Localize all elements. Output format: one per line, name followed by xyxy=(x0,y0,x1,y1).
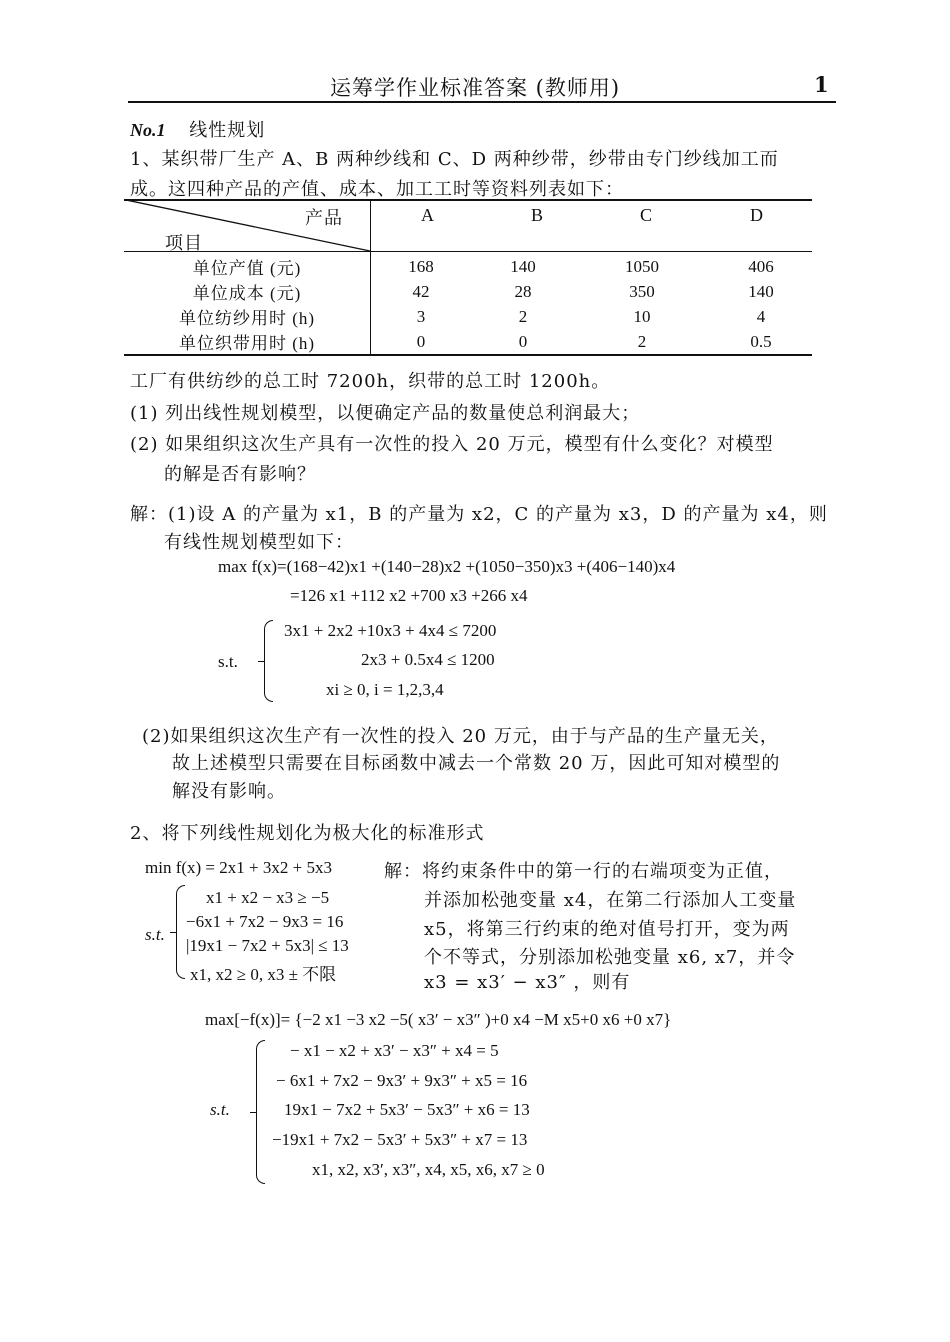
table-cell: 42 xyxy=(412,281,430,301)
section-heading xyxy=(130,116,265,142)
table-cell: 28 xyxy=(514,281,532,301)
p2-solution-line1: 解：将约束条件中的第一行的右端项变为正值， xyxy=(384,861,783,882)
table-row xyxy=(124,304,812,329)
table-cell: 0 xyxy=(518,331,528,351)
constraint-brace-2 xyxy=(176,885,185,979)
p2-solution-line5: x3 = x3′ − x3″ ，则有 xyxy=(424,972,631,993)
constraint-2: 2x3 + 0.5x4 ≤ 1200 xyxy=(361,650,495,669)
constraint-1: 3x1 + 2x2 +10x3 + 4x4 ≤ 7200 xyxy=(284,621,497,640)
question-2-line1: (2) 如果组织这次生产具有一次性的投入 20 万元，模型有什么变化？对模型 xyxy=(130,434,774,455)
table-row xyxy=(124,254,812,279)
table-cell: 140 xyxy=(748,281,774,301)
row-label: 单位产值 (元) xyxy=(192,259,302,278)
section-number: No.1 xyxy=(130,120,166,140)
table-cell: 4 xyxy=(756,306,766,326)
constraint-brace-3 xyxy=(256,1040,265,1184)
table-row xyxy=(124,329,812,354)
p2-constraint-1: x1 + x2 − x3 ≥ −5 xyxy=(206,888,330,907)
p2-solution-line3: x5，将第三行约束的绝对值号打开，变为两 xyxy=(424,919,790,940)
constraint-3: xi ≥ 0, i = 1,2,3,4 xyxy=(326,680,444,699)
row-label: 单位成本 (元) xyxy=(192,284,302,303)
table-row xyxy=(124,279,812,304)
objective-line2: =126 x1 +112 x2 +700 x3 +266 x4 xyxy=(290,586,528,605)
st-label-1: s.t. xyxy=(218,652,238,671)
p2-constraint-4: x1, x2 ≥ 0, x3 ± 不限 xyxy=(190,965,337,984)
table-col-a: A xyxy=(421,205,434,225)
p2-constraint-2: −6x1 + 7x2 − 9x3 = 16 xyxy=(186,912,344,931)
table-col-b: B xyxy=(531,205,544,225)
table-cell: 0.5 xyxy=(750,331,772,351)
p2-constraint-3: |19x1 − 7x2 + 5x3| ≤ 13 xyxy=(186,936,349,955)
table-corner-item: 项目 xyxy=(165,233,203,254)
row-label: 单位纺纱用时 (h) xyxy=(178,309,316,328)
table-corner-product: 产品 xyxy=(305,208,343,229)
std-constraint-5: x1, x2, x3′, x3″, x4, x5, x6, x7 ≥ 0 xyxy=(312,1160,545,1179)
std-constraint-4: −19x1 + 7x2 − 5x3′ + 5x3″ + x7 = 13 xyxy=(272,1130,528,1149)
problem1-line1: 1、某织带厂生产 A、B 两种纱线和 C、D 两种纱带，纱带由专门纱线加工而 xyxy=(130,149,779,170)
p2-solution-line4: 个不等式，分别添加松弛变量 x6, x7，并令 xyxy=(424,947,796,968)
table-bottom-rule xyxy=(124,354,812,356)
table-cell: 140 xyxy=(510,256,536,276)
std-constraint-1: − x1 − x2 + x3′ − x3″ + x4 = 5 xyxy=(290,1041,499,1060)
objective-line1: max f(x)=(168−42)x1 +(140−28)x2 +(1050−350)x3 +(406−140)x4 xyxy=(218,557,676,576)
table-col-c: C xyxy=(640,205,653,225)
std-constraint-2: − 6x1 + 7x2 − 9x3′ + 9x3″ + x5 = 16 xyxy=(276,1071,528,1090)
st-label-3: s.t. xyxy=(210,1100,230,1119)
problem2-title: 2、将下列线性规划化为极大化的标准形式 xyxy=(130,823,485,844)
product-data-table xyxy=(124,254,812,354)
solution2-line1: (2)如果组织这次生产有一次性的投入 20 万元，由于与产品的生产量无关， xyxy=(142,726,779,747)
table-cell: 350 xyxy=(629,281,655,301)
total-hours-text: 工厂有供纺纱的总工时 7200h，织带的总工时 1200h。 xyxy=(130,371,611,392)
header-rule xyxy=(128,101,836,103)
st-label-2: s.t. xyxy=(145,925,165,944)
max-objective: max[−f(x)]= {−2 x1 −3 x2 −5( x3′ − x3″ )+0 x4 −M x5+0 x6 +0 x7} xyxy=(205,1010,672,1029)
constraint-brace-1 xyxy=(264,620,273,702)
solution1-line1: 解：(1)设 A 的产量为 x1，B 的产量为 x2，C 的产量为 x3，D 的产量为 x4，则 xyxy=(130,504,828,525)
table-cell: 3 xyxy=(416,306,426,326)
table-cell: 2 xyxy=(637,331,647,351)
page-header-title: 运筹学作业标准答案 (教师用) xyxy=(330,76,621,100)
problem2-objective: min f(x) = 2x1 + 3x2 + 5x3 xyxy=(145,858,332,877)
solution2-line3: 解没有影响。 xyxy=(172,781,286,802)
row-label: 单位织带用时 (h) xyxy=(178,334,316,353)
table-cell: 1050 xyxy=(625,256,659,276)
table-cell: 0 xyxy=(416,331,426,351)
table-cell: 10 xyxy=(633,306,651,326)
problem1-line2: 成。这四种产品的产值、成本、加工工时等资料列表如下： xyxy=(130,179,624,200)
section-title: 线性规划 xyxy=(189,120,266,141)
question-1: (1) 列出线性规划模型，以便确定产品的数量使总利润最大； xyxy=(130,403,641,424)
solution2-line2: 故上述模型只需要在目标函数中减去一个常数 20 万，因此可知对模型的 xyxy=(172,753,781,774)
table-cell: 2 xyxy=(518,306,528,326)
question-2-line2: 的解是否有影响？ xyxy=(164,464,316,485)
table-cell: 168 xyxy=(408,256,434,276)
table-col-d: D xyxy=(750,205,763,225)
solution1-line2: 有线性规划模型如下： xyxy=(164,532,354,553)
std-constraint-3: 19x1 − 7x2 + 5x3′ − 5x3″ + x6 = 13 xyxy=(284,1100,530,1119)
table-cell: 406 xyxy=(748,256,774,276)
p2-solution-line2: 并添加松弛变量 x4，在第二行添加人工变量 xyxy=(424,890,797,911)
page-number: 1 xyxy=(814,72,829,97)
